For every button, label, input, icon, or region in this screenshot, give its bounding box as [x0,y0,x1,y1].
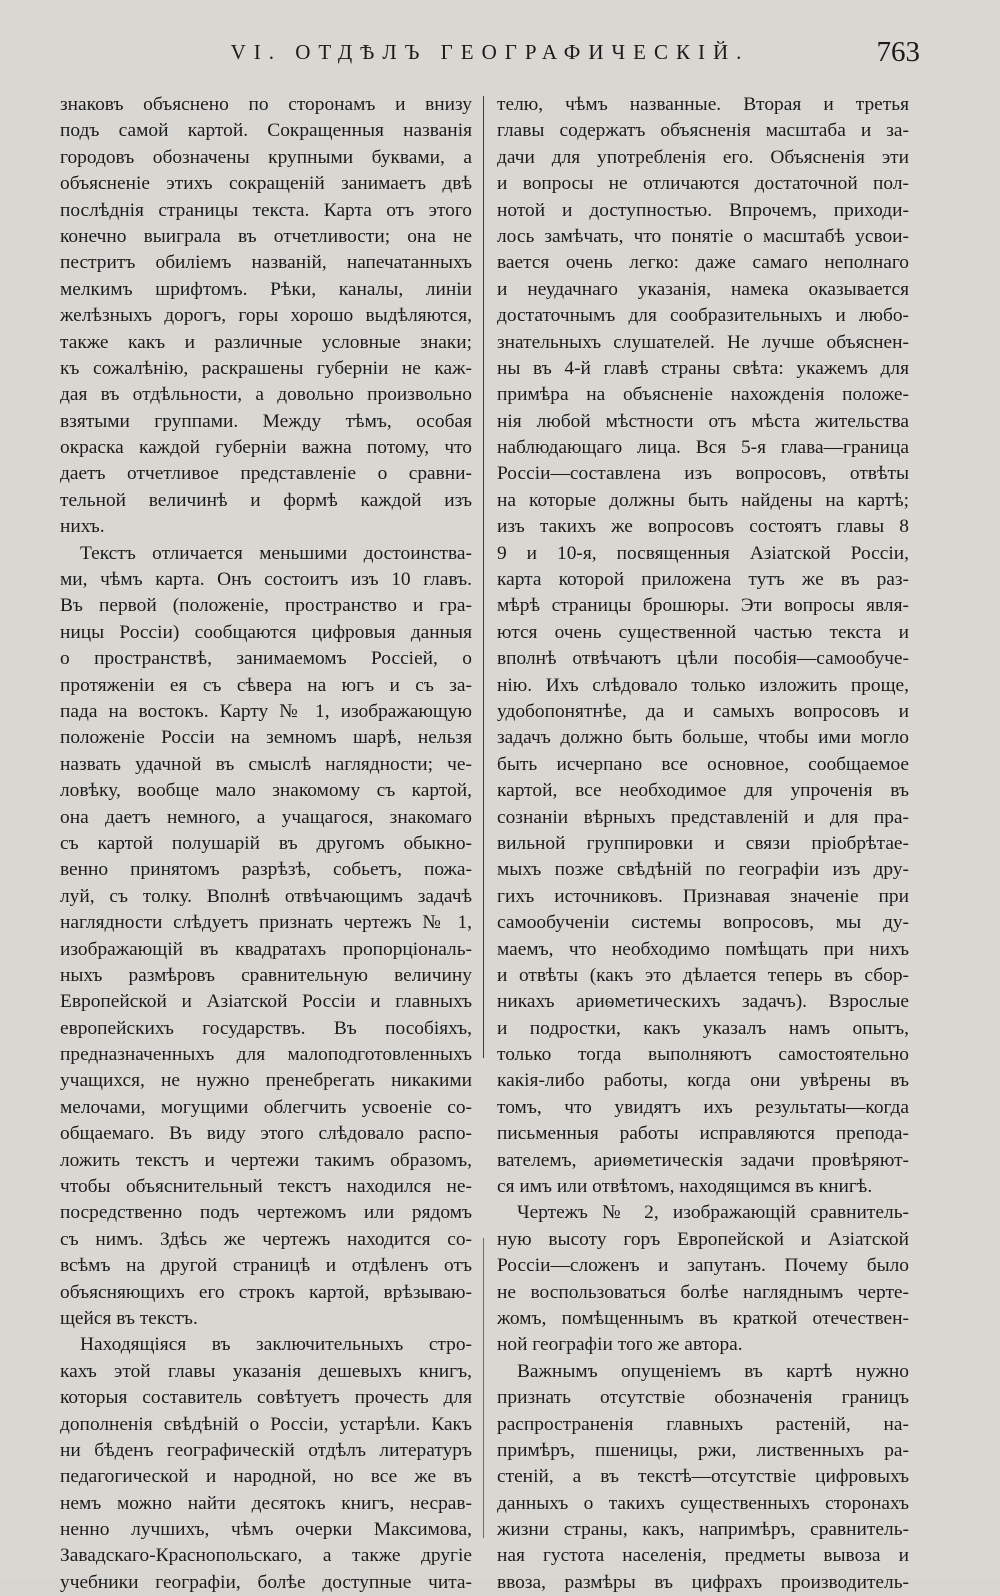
text-line: мелочами, могущими облегчить усвоеніе со- [60,1096,472,1118]
text-line: ницы Россіи) сообщаются цифровыя данныя [60,621,472,643]
text-line: желѣзныхъ дорогъ, горы хорошо выдѣляются, [60,305,472,327]
text-line: быть исчерпано все основное, сообщаемое [497,753,909,775]
text-line: распространенія главныхъ растеній, на- [497,1413,909,1435]
text-line: городовъ обозначены крупными буквами, а [60,146,472,168]
text-line: не воспользоваться болѣе нагляднымъ черте- [497,1281,909,1303]
left-text-column [60,92,472,1596]
text-line: объясняющихъ его строкъ картой, врѣзываю- [60,1281,472,1303]
text-line: примѣра на объясненіе нахожденія положе- [497,384,909,406]
text-line: немъ можно найти десятокъ книгъ, несрав- [60,1492,472,1514]
text-line: нію. Ихъ слѣдовало только изложить проще, [497,674,909,696]
text-line: наблюдающаго лица. Вся 5-я глава—граница [497,437,909,459]
text-line: протяженіи ея съ сѣвера на югъ и съ за- [60,674,472,696]
text-line: Россіи—сложенъ и запутанъ. Почему было [497,1255,909,1277]
text-line: Находящіяся въ заключительныхъ стро- [80,1334,472,1356]
text-line: объясненіе этихъ сокращеній занимаетъ двѣ [60,173,472,195]
text-line: телю, чѣмъ названные. Вторая и третья [497,94,909,115]
text-line: томъ, что увидятъ ихъ результаты—когда [497,1096,909,1118]
text-line: достаточнымъ для сообразительныхъ и любо- [497,305,909,327]
text-line: нотой и доступностью. Впрочемъ, приходи- [497,199,909,221]
text-line: изъ такихъ же вопросовъ состоятъ главы 8 [497,516,909,538]
column-divider-lower [483,1238,484,1538]
text-line: картой, все необходимое для упроченія въ [497,780,909,802]
text-line: дачи для употребленія его. Объясненія эти [497,146,909,168]
text-line: всѣмъ на другой страницѣ и отдѣленъ отъ [60,1255,472,1277]
section-title: VI. ОТДѢЛЪ ГЕОГРАФИЧЕСКІЙ. [230,40,750,64]
text-line: лось замѣчать, что понятіе о масштабѣ усвои- [497,225,909,247]
text-line: Завадскаго-Краснопольскаго, а также другіе [60,1545,472,1567]
text-line: и подростки, какъ указалъ намъ опытъ, [497,1017,909,1039]
text-line: къ сожалѣнію, раскрашены губерніи не каж- [60,357,472,379]
text-line: дая въ отдѣльности, а довольно произвольно [60,384,472,406]
running-header [60,38,920,78]
text-line: нихъ. [60,516,105,538]
text-line: вполнѣ отвѣчаютъ цѣли пособія—самообуче- [497,648,909,670]
text-line: съ картой полушарій въ другомъ обыкно- [60,832,472,854]
text-line: примѣръ, пшеницы, ржи, лиственныхъ ра- [497,1439,909,1461]
text-line: подъ самой картой. Сокращенныя названія [60,120,472,142]
text-line: жизни страны, какъ, напримѣръ, сравнитель- [497,1519,909,1541]
text-line: луй, съ толку. Вполнѣ отвѣчающимъ задачѣ [60,885,472,907]
text-line: назвать удачной въ смыслѣ наглядности; че- [60,753,472,775]
text-line: знательныхъ слушателей. Не лучше объяснен- [497,331,909,353]
text-line: мѣрѣ страницы брошюры. Эти вопросы явля- [497,595,909,617]
text-line: вается очень легко: даже самаго неполнаго [497,252,909,274]
text-line: тельной величинѣ и формѣ каждой изъ [60,489,472,511]
text-line: и неудачнаго указанія, намека оказывается [497,278,909,300]
text-line: никахъ ариѳметическихъ задачъ). Взрослые [497,991,909,1013]
text-line: взятыми группами. Между тѣмъ, особая [60,410,472,432]
text-line: какія-либо работы, когда они увѣрены въ [497,1070,909,1092]
text-line: гихъ источниковъ. Признавая значеніе при [497,885,909,907]
text-line: пестритъ обиліемъ названій, напечатанныхъ [60,252,472,274]
text-line: ются очень существенной частью текста и [497,621,909,643]
text-line: ми, чѣмъ карта. Онъ состоитъ изъ 10 главъ. [60,569,472,591]
text-line: общаемаго. Въ виду этого слѣдовало распо- [60,1123,472,1145]
text-line: ны въ 4-й главѣ страны свѣта: укажемъ для [497,357,909,379]
text-line: ныхъ размѣровъ сравнительную величину [60,964,472,986]
text-line: знаковъ объяснено по сторонамъ и внизу [60,94,472,115]
text-line: съ нимъ. Здѣсь же чертежъ находится со- [60,1228,472,1250]
text-line: которыя составитель совѣтуетъ прочесть для [60,1387,472,1409]
text-line: мелкимъ шрифтомъ. Рѣки, каналы, линіи [60,278,472,300]
text-line: и отвѣты (какъ это дѣлается теперь въ сбор- [497,964,909,986]
text-line: главы содержатъ объясненія масштаба и за- [497,120,909,142]
text-line: письменныя работы исправляются препода- [497,1123,909,1145]
text-line: дополненія свѣдѣній о Россіи, устарѣли. Какъ [60,1413,472,1435]
text-line: она даетъ немного, а учащагося, знакомаго [60,806,472,828]
text-line: ложить текстъ и чертежи такимъ образомъ, [60,1149,472,1171]
text-line: положеніе Россіи на земномъ шарѣ, нельзя [60,727,472,749]
text-line: вателемъ, ариѳметическія задачи провѣряют- [497,1149,909,1171]
text-line: вильной группировки и связи пріобрѣтае- [497,832,909,854]
text-line: удобопонятнѣе, да и самыхъ вопросовъ и [497,700,909,722]
text-line: и вопросы не отличаются достаточной пол- [497,173,909,195]
text-line: также какъ и различные условные знаки; [60,331,472,353]
text-line: Европейской и Азіатской Россіи и главныхъ [60,991,472,1013]
text-line: учебники географіи, болѣе доступные чита- [60,1571,472,1593]
text-line: 9 и 10-я, посвященныя Азіатской Россіи, [497,542,909,564]
text-line: венно принятомъ разрѣзѣ, собьетъ, пожа- [60,859,472,881]
text-line: даетъ отчетливое представленіе о сравни- [60,463,472,485]
text-line: ся имъ или отвѣтомъ, находящимся въ книгѣ. [497,1176,873,1198]
text-line: нія любой мѣстности отъ мѣста жительства [497,410,909,432]
text-line: признать отсутствіе обозначенія границъ [497,1387,909,1409]
text-line: стеній, а въ текстѣ—отсутствіе цифровыхъ [497,1466,909,1488]
text-line: Россіи—составлена изъ вопросовъ, отвѣты [497,463,909,485]
text-line: посредственно подъ чертежомъ или рядомъ [60,1202,472,1224]
right-text-column [497,92,909,1596]
text-line: пада на востокъ. Карту № 1, изображающую [60,700,472,722]
text-line: сознаніи вѣрныхъ представленій и для пра- [497,806,909,828]
text-line: европейскихъ государствъ. Въ пособіяхъ, [60,1017,472,1039]
text-line: окраска каждой губерніи важна потому, что [60,437,472,459]
text-line: ввоза, размѣры въ цифрахъ производитель- [497,1571,909,1593]
text-line: педагогической и народной, но все же въ [60,1466,472,1488]
text-line: ную высоту горъ Европейской и Азіатской [497,1228,909,1250]
text-line: жомъ, помѣщеннымъ въ краткой отечествен- [497,1307,909,1329]
text-line: на которые должны быть найдены на картѣ; [497,489,909,511]
text-line: послѣднія страницы текста. Карта отъ этого [60,199,472,221]
page-number: 763 [876,36,920,68]
text-line: Важнымъ опущеніемъ въ картѣ нужно [517,1360,909,1382]
text-line: предназначенныхъ для малоподготовленныхъ [60,1044,472,1066]
text-line: чтобы объяснительный текстъ находился не- [60,1176,472,1198]
text-line: щейся въ текстъ. [60,1307,198,1329]
text-line: только тогда выполняютъ самостоятельно [497,1044,909,1066]
text-line: кахъ этой главы указанія дешевыхъ книгъ, [60,1360,472,1382]
text-line: самообученіи системы вопросовъ, мы ду- [497,912,909,934]
text-line: ной географіи того же автора. [497,1334,743,1356]
text-line: ни бѣденъ географическій отдѣлъ литературъ [60,1439,472,1461]
column-divider [483,96,484,1058]
text-line: конечно выиграла въ отчетливости; она не [60,225,472,247]
text-line: учащихся, не нужно пренебрегать никакими [60,1070,472,1092]
text-line: ненно лучшихъ, чѣмъ очерки Максимова, [60,1519,472,1541]
text-line: карта которой приложена тутъ же въ раз- [497,569,909,591]
text-line: о пространствѣ, занимаемомъ Россіей, о [60,648,472,670]
text-line: мыхъ позже свѣдѣній по географіи изъ дру- [497,859,909,881]
text-line: данныхъ о такихъ существенныхъ сторонахъ [497,1492,909,1514]
text-line: ная густота населенія, предметы вывоза и [497,1545,909,1567]
text-line: Чертежъ № 2, изображающій сравнитель- [517,1202,909,1224]
text-line: задачъ должно быть больше, чтобы ими могло [497,727,909,749]
text-line: ловѣку, вообще мало знакомому съ картой, [60,780,472,802]
text-line: Текстъ отличается меньшими достоинства- [80,542,472,564]
text-line: маемъ, что необходимо помѣщать при нихъ [497,938,909,960]
text-line: наглядности слѣдуетъ признать чертежъ № 1, [60,912,472,934]
text-line: изображающій въ квадратахъ пропорціональ- [60,938,472,960]
text-line: Въ первой (положеніе, пространство и гра- [60,595,472,617]
